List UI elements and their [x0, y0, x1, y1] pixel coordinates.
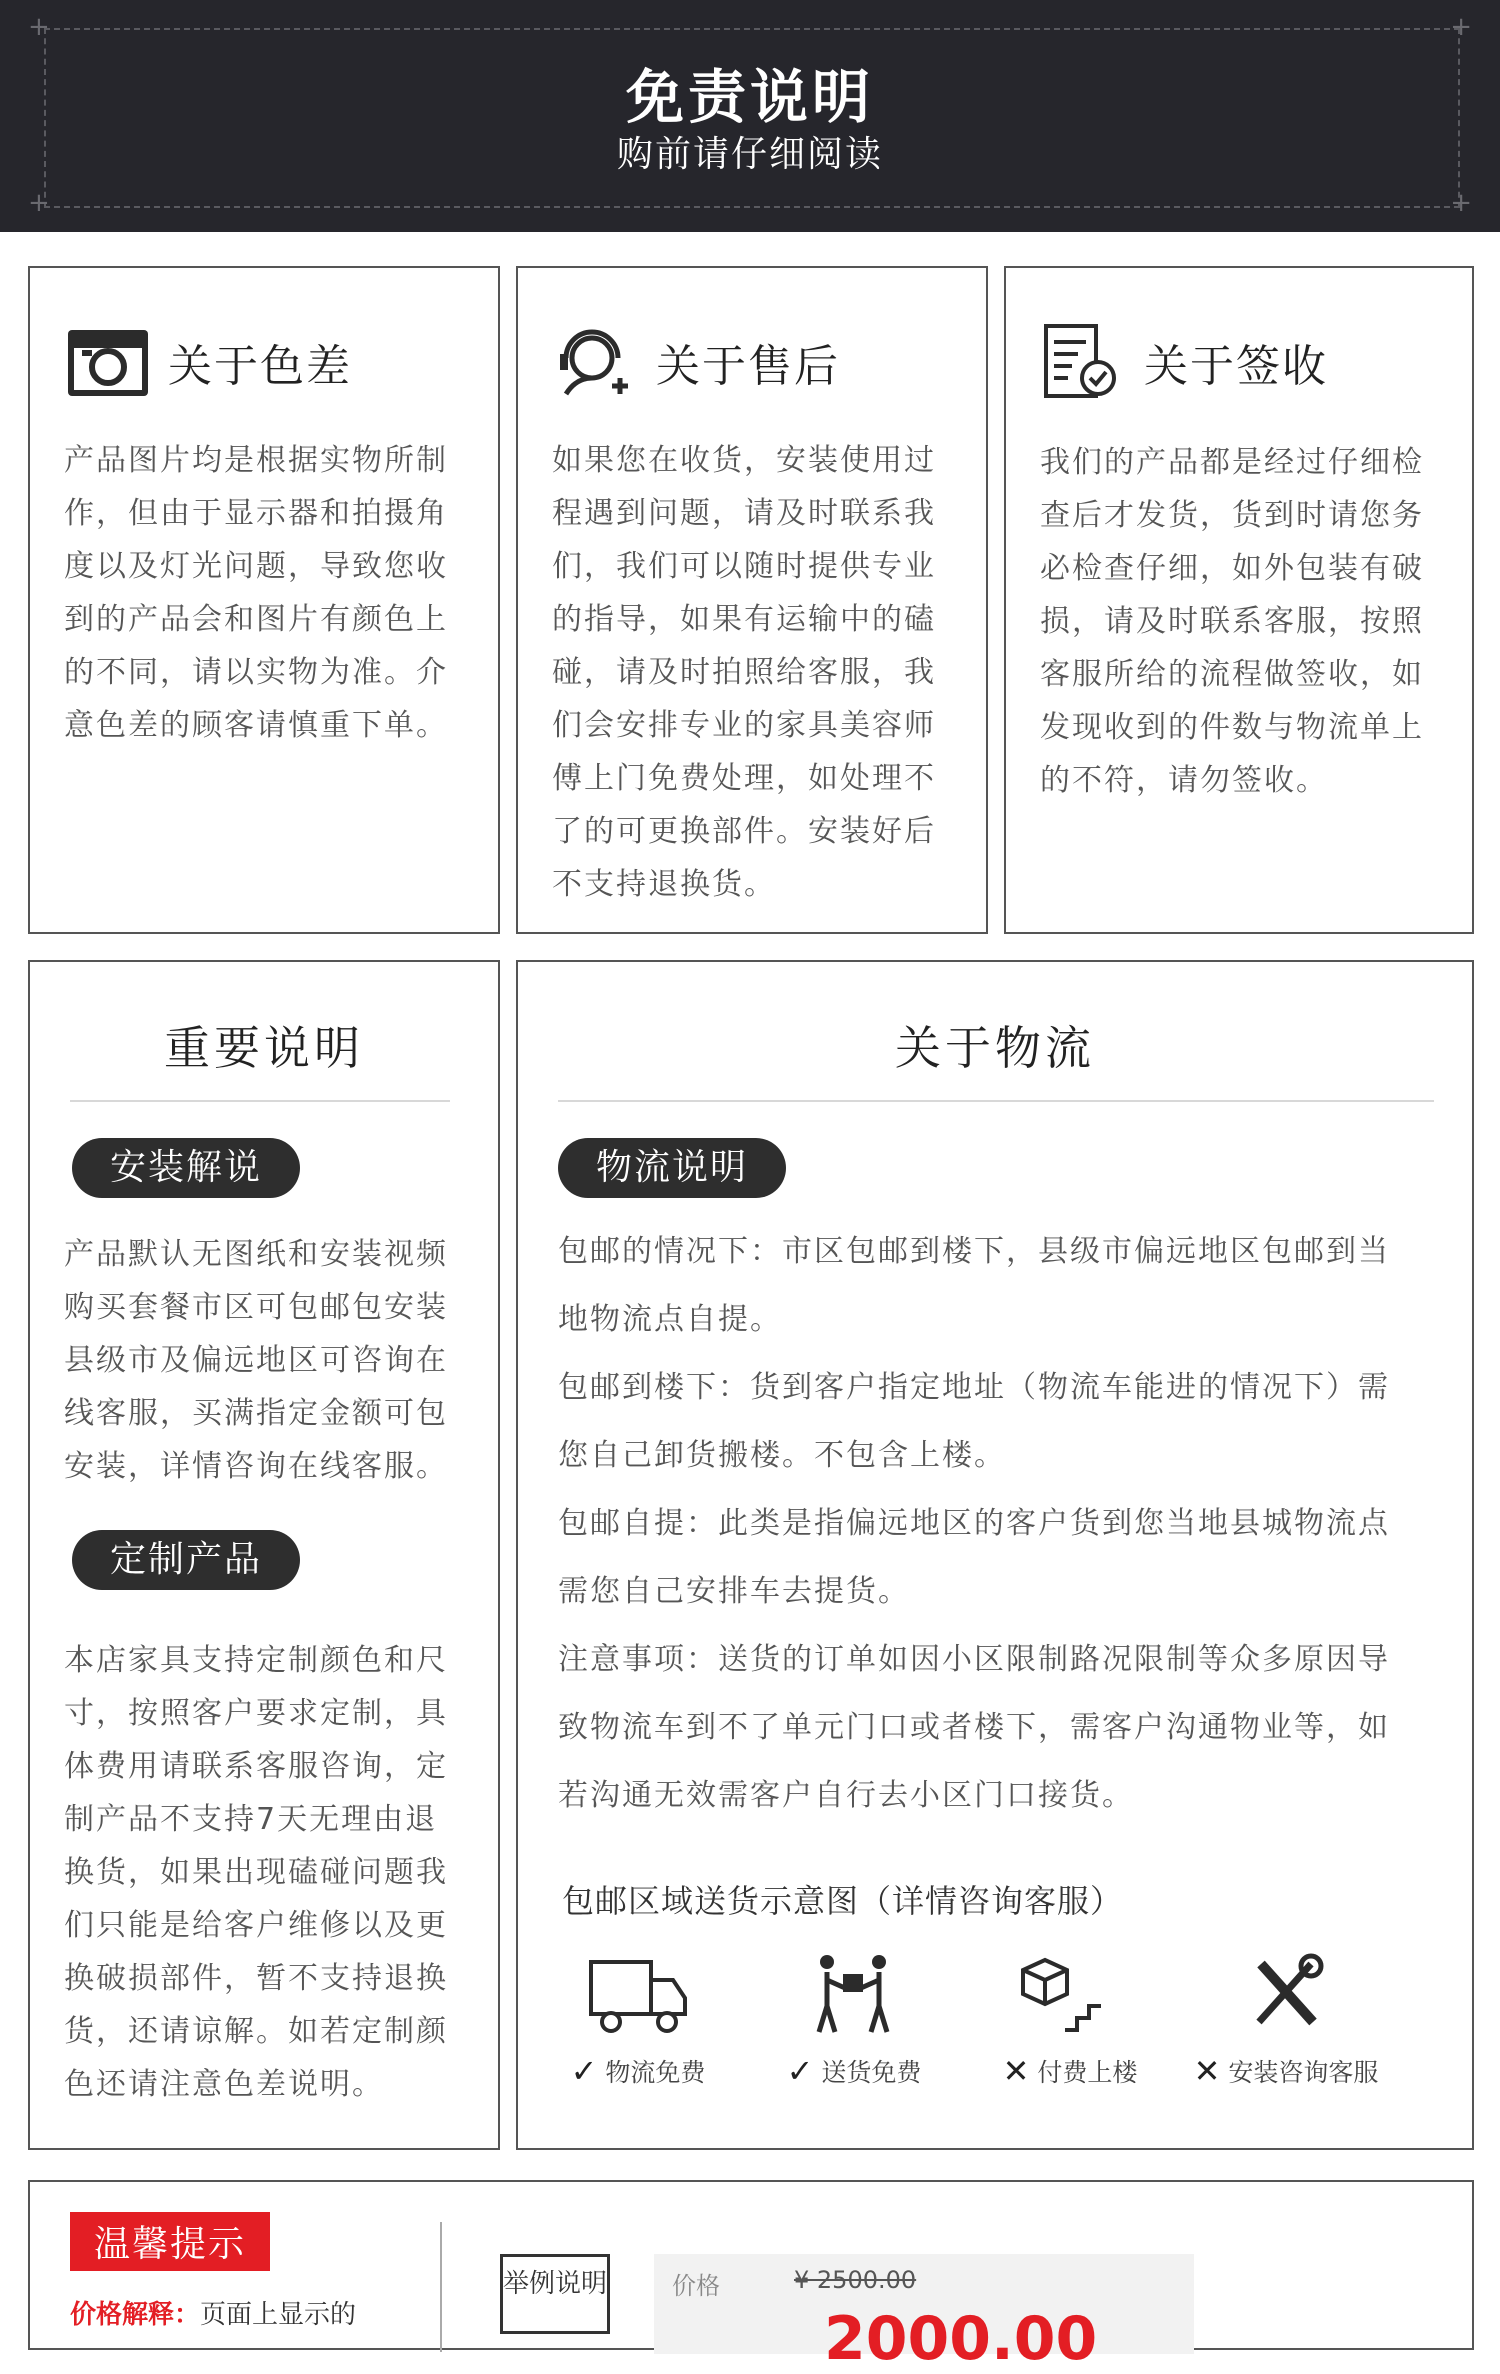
text-line: 换货，如果出现磕碰问题我	[64, 1855, 448, 1890]
camera-icon	[64, 322, 152, 402]
feature-item	[1186, 1952, 1386, 2090]
text-line: 购买套餐市区可包邮包安装	[64, 1290, 448, 1325]
feature-label: 安装咨询客服	[1228, 2058, 1379, 2087]
text-line: 线客服，买满指定金额可包	[64, 1396, 448, 1431]
card-body	[64, 434, 474, 752]
text-line: 到的产品会和图片有颜色上	[64, 602, 448, 637]
check-icon: ✓	[786, 2052, 814, 2090]
text-line: 包邮的情况下：市区包邮到楼下，县级市偏远地区包邮到当	[558, 1234, 1390, 1269]
card-after-sales	[516, 266, 988, 934]
custom-text	[64, 1634, 476, 2111]
feature-label: 物流免费	[605, 2058, 706, 2087]
text-line: 了的可更换部件。安装好后	[552, 814, 936, 849]
card-body	[1040, 436, 1450, 807]
text-line: 的指导，如果有运输中的磕	[552, 602, 936, 637]
text-line: 查后才发货，货到时请您务	[1040, 498, 1424, 533]
text-line: 县级市及偏远地区可咨询在	[64, 1343, 448, 1378]
card-body	[552, 434, 962, 911]
text-line: 我们的产品都是经过仔细检	[1040, 445, 1424, 480]
disclaimer-header	[0, 0, 1500, 232]
cross-icon: ✕	[1193, 2052, 1221, 2090]
price-note-text: 页面上显示的	[200, 2300, 357, 2330]
text-line: 包邮自提：此类是指偏远地区的客户货到您当地县城物流点	[558, 1506, 1390, 1541]
text-line: 们，我们可以随时提供专业	[552, 549, 936, 584]
card-title-row	[1040, 322, 1328, 402]
text-line: 不支持退换货。	[552, 867, 776, 902]
text-line: 色还请注意色差说明。	[64, 2067, 384, 2102]
cross-icon: ✕	[1002, 2052, 1030, 2090]
text-line: 度以及灯光问题，导致您收	[64, 549, 448, 584]
card-sign-receipt	[1004, 266, 1474, 934]
text-line: 作，但由于显示器和拍摄角	[64, 496, 448, 531]
card-logistics	[516, 960, 1474, 2150]
price-label: 价格	[672, 2272, 720, 2300]
feature-item	[538, 1952, 738, 2090]
checklist-icon	[1040, 322, 1128, 402]
text-line: 若沟通无效需客户自行去小区门口接货。	[558, 1778, 1134, 1813]
text-line: 寸，按照客户要求定制，具	[64, 1696, 448, 1731]
text-line: 的不同，请以实物为准。介	[64, 655, 448, 690]
divider	[440, 2222, 442, 2352]
new-price: 2000.00	[824, 2304, 1098, 2374]
card-title: 关于签收	[1144, 341, 1328, 392]
install-label: 安装解说	[72, 1138, 300, 1198]
corner-mark: +	[28, 12, 50, 42]
section-title: 重要说明	[164, 1021, 364, 1075]
feature-item	[970, 1952, 1170, 2090]
text-line: 傅上门免费处理，如处理不	[552, 761, 936, 796]
diagram-title: 包邮区域送货示意图（详情咨询客服）	[562, 1882, 1124, 1920]
text-line: 地物流点自提。	[558, 1302, 782, 1337]
card-title-row	[552, 322, 840, 402]
delivery-person-icon	[799, 1952, 909, 2042]
feature-label: 付费上楼	[1037, 2058, 1138, 2087]
text-line: 注意事项：送货的订单如因小区限制路况限制等众多原因导	[558, 1642, 1390, 1677]
text-line: 制产品不支持7天无理由退	[64, 1802, 438, 1837]
card-title: 关于售后	[656, 341, 840, 392]
text-line: 安装，详情咨询在线客服。	[64, 1449, 448, 1484]
feature-label: 送货免费	[821, 2058, 922, 2087]
text-line: 的不符，请勿签收。	[1040, 763, 1328, 798]
logistics-label: 物流说明	[558, 1138, 786, 1198]
text-line: 产品图片均是根据实物所制	[64, 443, 448, 478]
card-color-difference	[28, 266, 500, 934]
text-line: 货，还请谅解。如若定制颜	[64, 2014, 448, 2049]
text-line: 发现收到的件数与物流单上	[1040, 710, 1424, 745]
text-line: 们会安排专业的家具美容师	[552, 708, 936, 743]
text-line: 致物流车到不了单元门口或者楼下，需客户沟通物业等，如	[558, 1710, 1390, 1745]
example-box: 举例说明	[500, 2254, 610, 2334]
text-line: 体费用请联系客服咨询，定	[64, 1749, 448, 1784]
price-note-label: 价格解释：	[70, 2300, 201, 2330]
price-note	[70, 2294, 356, 2331]
tips-badge: 温馨提示	[70, 2212, 270, 2271]
support-agent-icon	[552, 322, 640, 402]
divider	[558, 1100, 1434, 1102]
divider	[70, 1100, 450, 1102]
text-line: 意色差的顾客请慎重下单。	[64, 708, 448, 743]
text-line: 如果您在收货，安装使用过	[552, 443, 936, 478]
check-icon: ✓	[570, 2052, 598, 2090]
tools-icon	[1231, 1952, 1341, 2042]
text-line: 程遇到问题，请及时联系我	[552, 496, 936, 531]
card-tips	[28, 2180, 1474, 2374]
text-line: 产品默认无图纸和安装视频	[64, 1237, 448, 1272]
feature-item	[754, 1952, 954, 2090]
custom-label: 定制产品	[72, 1530, 300, 1590]
text-line: 包邮到楼下：货到客户指定地址（物流车能进的情况下）需	[558, 1370, 1390, 1405]
card-important	[28, 960, 500, 2150]
text-line: 客服所给的流程做签收，如	[1040, 657, 1424, 692]
text-line: 您自己卸货搬楼。不包含上楼。	[558, 1438, 1006, 1473]
install-text	[64, 1228, 476, 1493]
corner-mark: +	[1450, 188, 1472, 218]
box-stairs-icon	[1015, 1952, 1125, 2042]
page-subtitle: 购前请仔细阅读	[616, 134, 883, 175]
text-line: 们只能是给客户维修以及更	[64, 1908, 448, 1943]
text-line: 损，请及时联系客服，按照	[1040, 604, 1424, 639]
logistics-text	[558, 1218, 1418, 1830]
text-line: 碰，请及时拍照给客服，我	[552, 655, 936, 690]
price-sample	[654, 2254, 1194, 2374]
card-title: 关于色差	[168, 341, 352, 392]
original-price: ¥ 2500.00	[794, 2266, 917, 2294]
corner-mark: +	[28, 188, 50, 218]
text-line: 本店家具支持定制颜色和尺	[64, 1643, 448, 1678]
corner-mark: +	[1450, 12, 1472, 42]
text-line: 需您自己安排车去提货。	[558, 1574, 910, 1609]
text-line: 必检查仔细，如外包装有破	[1040, 551, 1424, 586]
truck-icon	[583, 1952, 693, 2042]
card-title-row	[64, 322, 352, 402]
page-title: 免责说明	[625, 63, 874, 131]
text-line: 换破损部件，暂不支持退换	[64, 1961, 448, 1996]
section-title: 关于物流	[895, 1021, 1095, 1075]
